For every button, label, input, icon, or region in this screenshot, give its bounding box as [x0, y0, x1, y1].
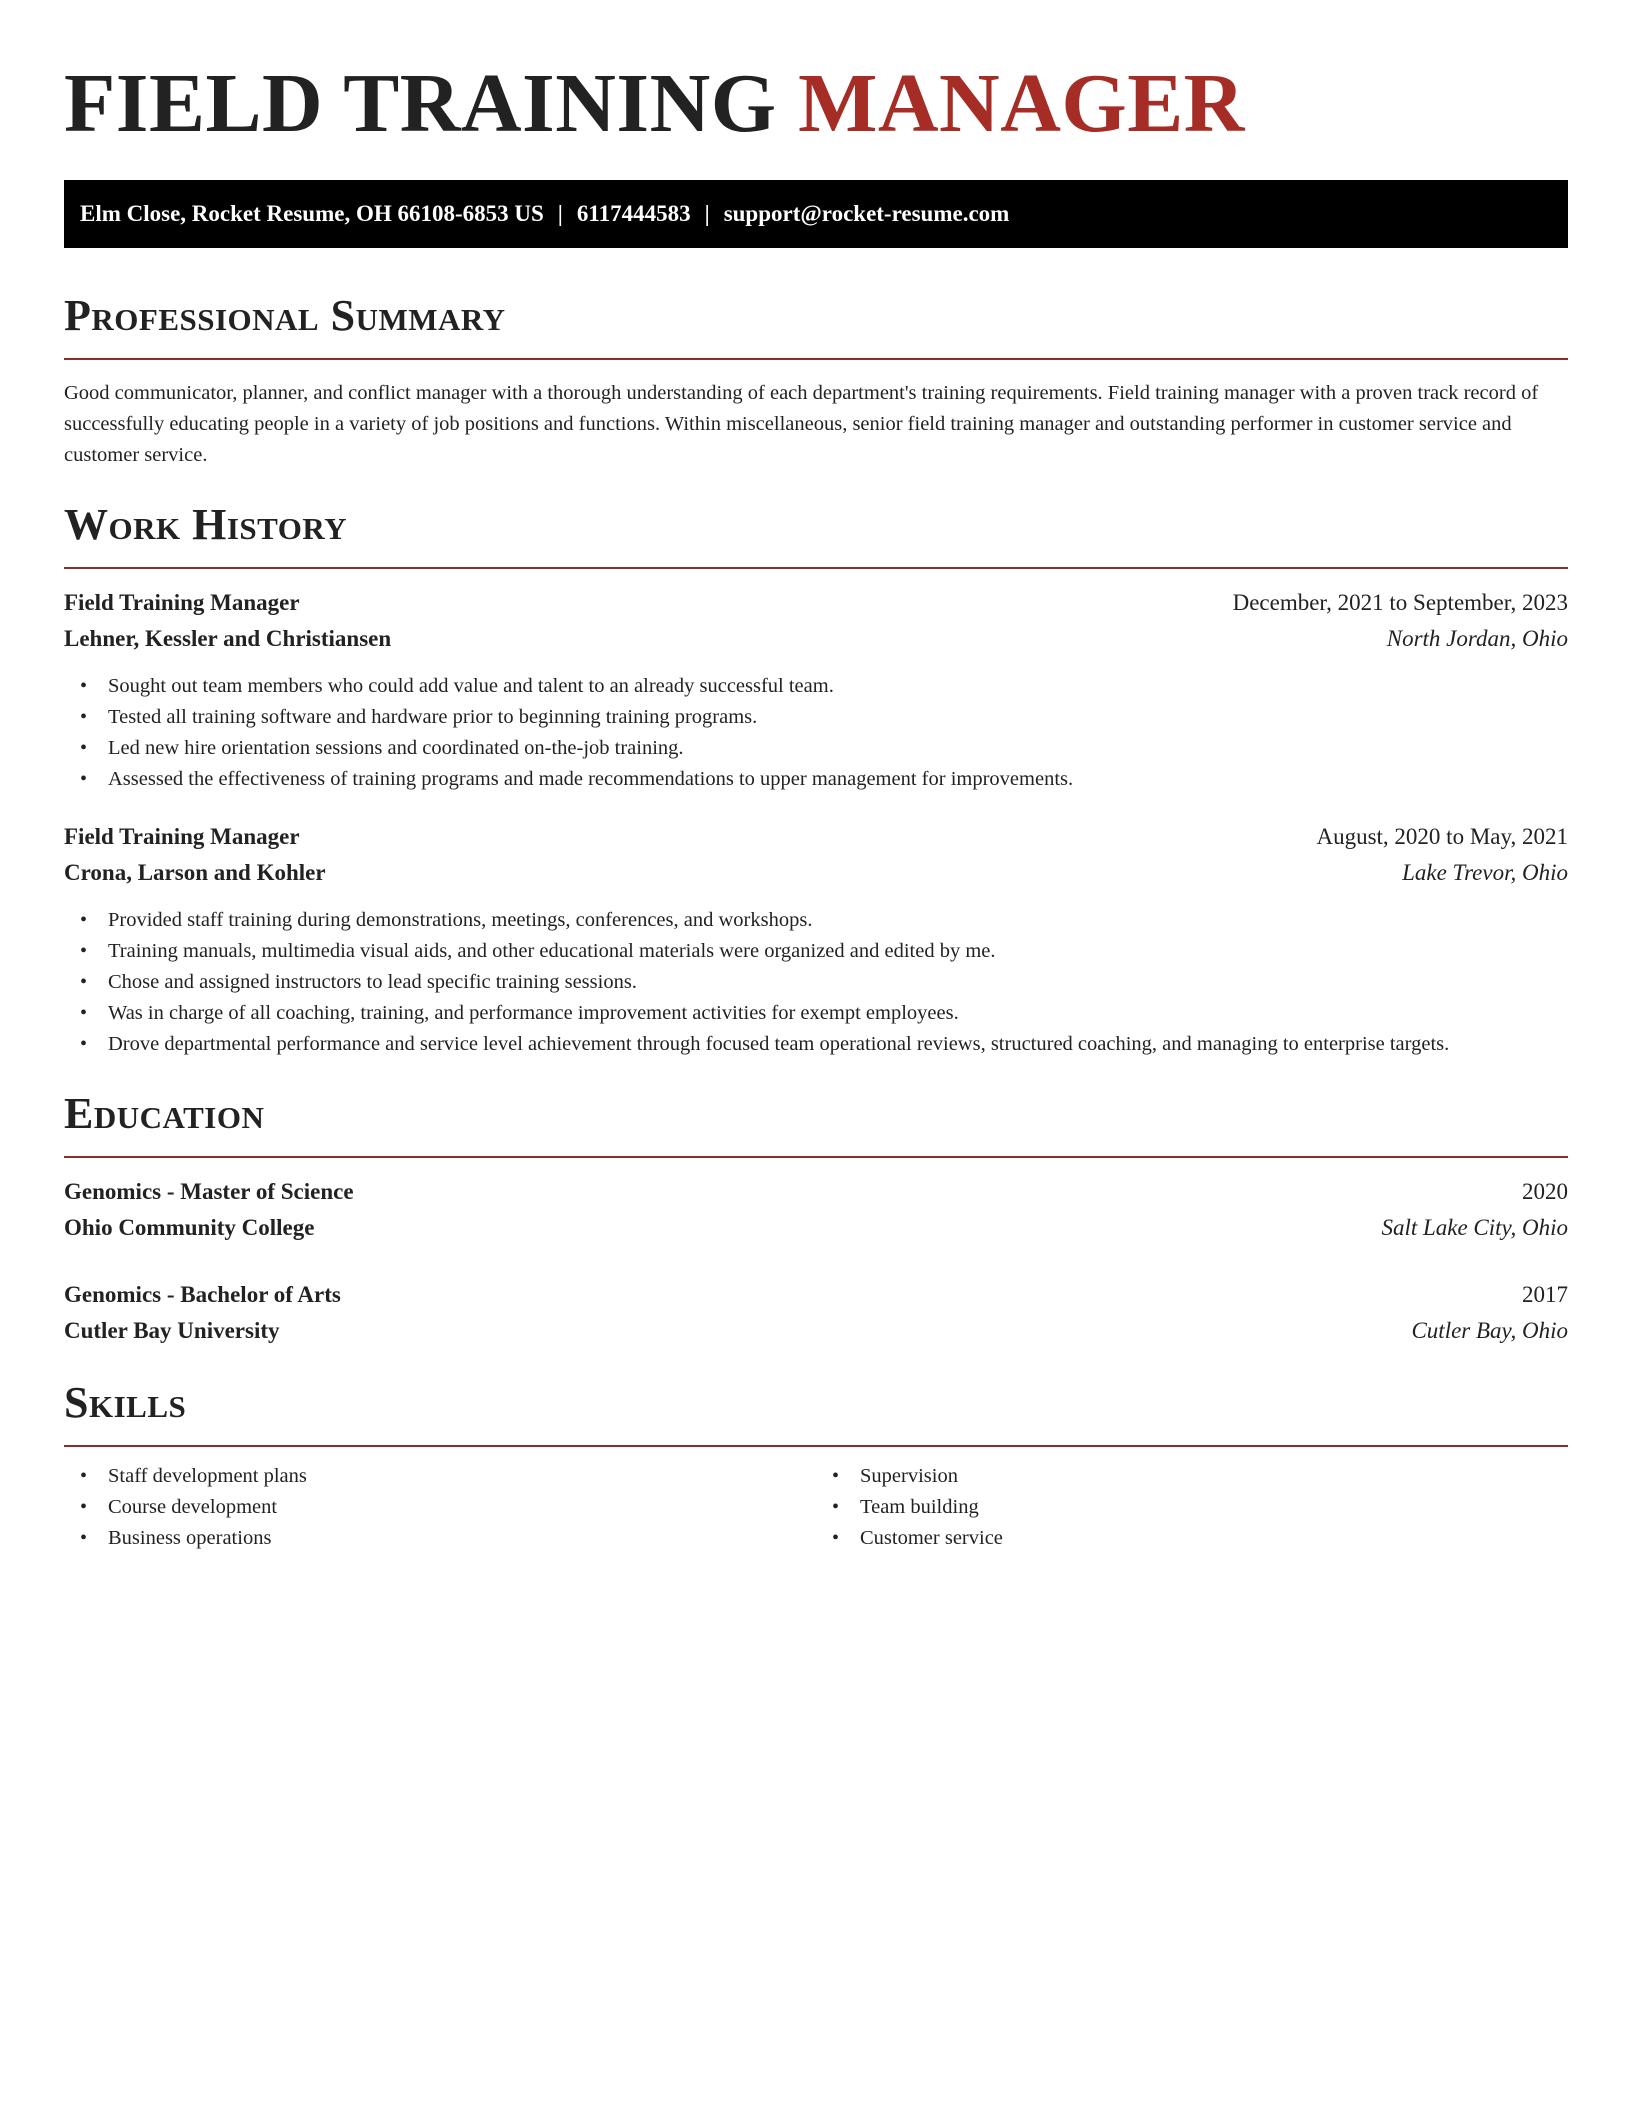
education-title: Education [64, 1089, 265, 1138]
job-company: Lehner, Kessler and Christiansen [64, 626, 392, 651]
job-role: Field Training Manager [64, 590, 300, 615]
education-section [64, 1086, 1568, 1349]
work-history-section [64, 497, 1568, 1060]
education-degree: Genomics - Bachelor of Arts [64, 1282, 341, 1307]
job-bullet: • Drove departmental performance and service level achievement through focused team operational reviews, structured coaching, and managing to enterprise targets. [64, 1029, 1568, 1060]
section-divider [64, 358, 1568, 360]
job-dates: December, 2021 to September, 2023 [1232, 590, 1568, 615]
contact-phone: 6117444583 [576, 201, 691, 226]
section-divider [64, 1445, 1568, 1447]
education-degree: Genomics - Master of Science [64, 1179, 354, 1204]
skill-item: • Course development [64, 1492, 816, 1523]
job-company: Crona, Larson and Kohler [64, 860, 326, 885]
contact-email: support@rocket-resume.com [723, 201, 1010, 226]
job-location: Lake Trevor, Ohio [1402, 860, 1568, 885]
job-bullet: • Assessed the effectiveness of training programs and made recommendations to upper management for improvements. [64, 764, 1568, 795]
name-accent: MANAGER [798, 57, 1245, 150]
job-bullet: • Chose and assigned instructors to lead specific training sessions. [64, 967, 1568, 998]
contact-address: Elm Close, Rocket Resume, OH 66108-6853 US [80, 201, 544, 226]
education-location: Salt Lake City, Ohio [1381, 1215, 1568, 1240]
job-bullet: • Was in charge of all coaching, training, and performance improvement activities for exempt employees. [64, 998, 1568, 1029]
education-school: Cutler Bay University [64, 1318, 280, 1343]
skill-item: • Staff development plans [64, 1461, 816, 1492]
section-divider [64, 567, 1568, 569]
skill-item: • Supervision [816, 1461, 1568, 1492]
summary-section [64, 288, 1568, 471]
job-entry [64, 585, 1568, 795]
education-entry [64, 1277, 1568, 1349]
job-role: Field Training Manager [64, 824, 300, 849]
education-school: Ohio Community College [64, 1215, 315, 1240]
contact-separator: | [557, 201, 563, 226]
resume-name [64, 0, 1568, 152]
education-entry [64, 1174, 1568, 1246]
section-divider [64, 1156, 1568, 1158]
job-bullet: • Training manuals, multimedia visual aids, and other educational materials were organized and edited by me. [64, 936, 1568, 967]
job-bullets [64, 671, 1568, 795]
job-location: North Jordan, Ohio [1386, 626, 1568, 651]
job-bullet: • Provided staff training during demonstrations, meetings, conferences, and workshops. [64, 905, 1568, 936]
skill-item: • Customer service [816, 1523, 1568, 1554]
job-entry [64, 819, 1568, 1060]
job-bullet: • Tested all training software and hardware prior to beginning training programs. [64, 702, 1568, 733]
skills-section [64, 1375, 1568, 1554]
skill-item: • Team building [816, 1492, 1568, 1523]
skills-title: Skills [64, 1378, 187, 1427]
skills-column-left [64, 1461, 816, 1554]
education-location: Cutler Bay, Ohio [1411, 1318, 1568, 1343]
contact-separator: | [704, 201, 710, 226]
summary-title: Professional Summary [64, 291, 506, 340]
name-main: FIELD TRAINING [64, 57, 777, 150]
skills-column-right [816, 1461, 1568, 1554]
skill-item: • Business operations [64, 1523, 816, 1554]
education-year: 2020 [1522, 1179, 1568, 1204]
job-bullet: • Led new hire orientation sessions and coordinated on-the-job training. [64, 733, 1568, 764]
work-history-title: Work History [64, 500, 348, 549]
education-year: 2017 [1522, 1282, 1568, 1307]
job-bullet: • Sought out team members who could add value and talent to an already successful team. [64, 671, 1568, 702]
summary-text: Good communicator, planner, and conflict manager with a thorough understanding of each department's training requirements. Field training manager with a proven track record of successfully educating people in a variety of job positions and functions. Within miscellaneous, senior field training manager and outstanding performer in customer service and customer service. [64, 382, 1539, 466]
skills-grid [64, 1461, 1568, 1554]
contact-bar [64, 180, 1568, 248]
job-bullets [64, 905, 1568, 1060]
job-dates: August, 2020 to May, 2021 [1316, 824, 1568, 849]
